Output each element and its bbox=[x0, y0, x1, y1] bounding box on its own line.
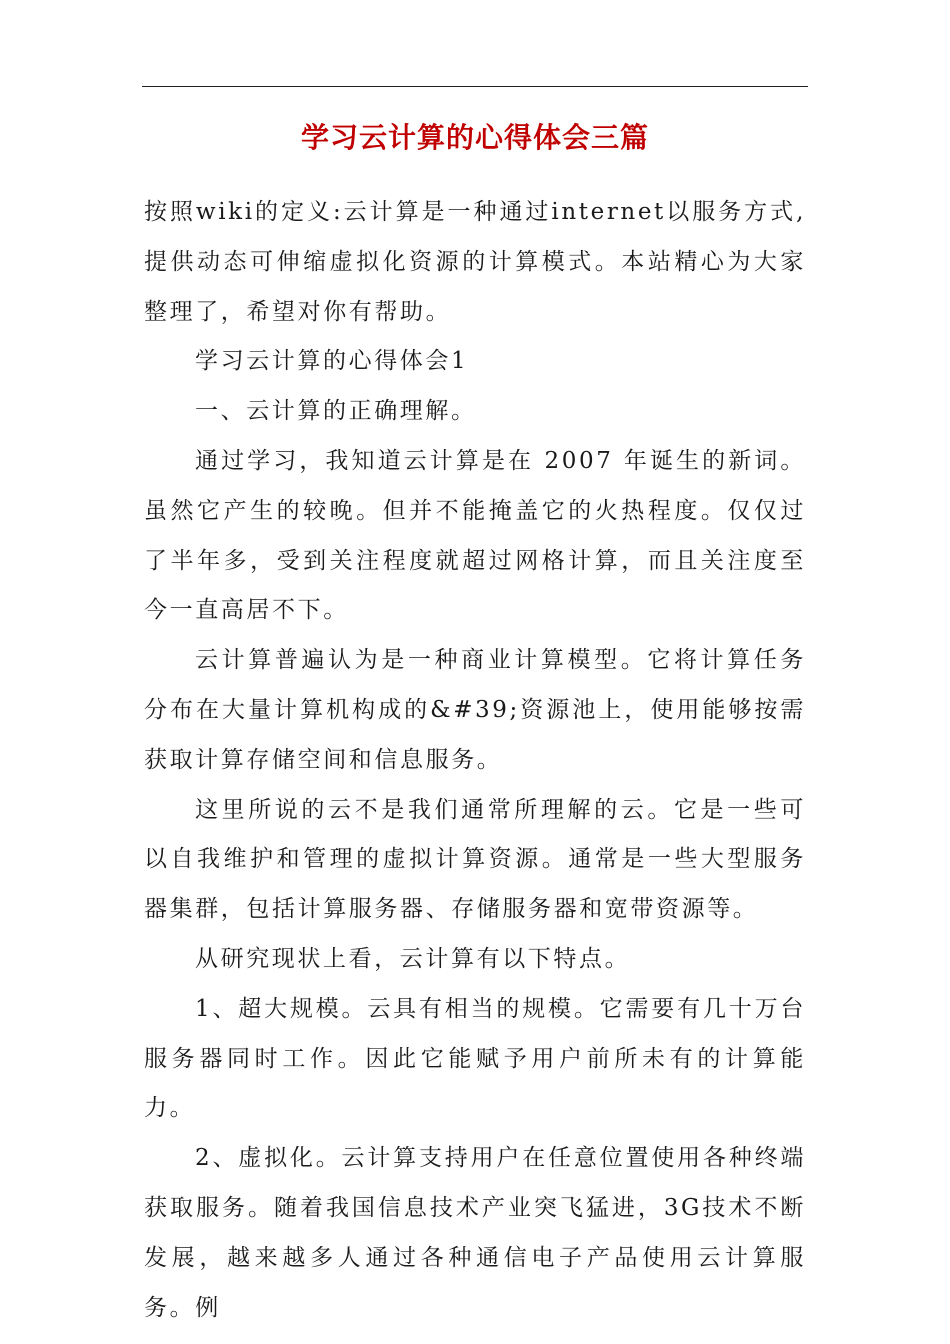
paragraph: 通过学习，我知道云计算是在 2007 年诞生的新词。虽然它产生的较晚。但并不能掩盖它的火热程度。仅仅过了半年多，受到关注程度就超过网格计算，而且关注度至今一直高居不下。 bbox=[144, 447, 806, 624]
document-body bbox=[144, 188, 806, 1333]
paragraph: 从研究现状上看，云计算有以下特点。 bbox=[195, 945, 631, 972]
paragraph: 云计算普遍认为是一种商业计算模型。它将计算任务分布在大量计算机构成的&#39;资源池上，使用能够按需获取计算存储空间和信息服务。 bbox=[144, 647, 806, 773]
list-item: 1、超大规模。云具有相当的规模。它需要有几十万台服务器同时工作。因此它能赋予用户前所未有的计算能力。 bbox=[144, 995, 806, 1122]
header-rule bbox=[142, 86, 808, 87]
section-heading: 学习云计算的心得体会1 bbox=[195, 348, 469, 375]
paragraph-intro: 按照wiki的定义:云计算是一种通过internet以服务方式,提供动态可伸缩虚拟化资源的计算模式。本站精心为大家整理了，希望对你有帮助。 bbox=[144, 199, 806, 325]
paragraph: 这里所说的云不是我们通常所理解的云。它是一些可以自我维护和管理的虚拟计算资源。通常是一些大型服务器集群，包括计算服务器、存储服务器和宽带资源等。 bbox=[144, 796, 806, 923]
subsection-heading: 一、云计算的正确理解。 bbox=[195, 398, 477, 425]
document-title: 学习云计算的心得体会三篇 bbox=[300, 121, 649, 154]
list-item: 2、虚拟化。云计算支持用户在任意位置使用各种终端获取服务。随着我国信息技术产业突飞猛进，3G技术不断发展，越来越多人通过各种通信电子产品使用云计算服务。例 bbox=[144, 1145, 806, 1321]
